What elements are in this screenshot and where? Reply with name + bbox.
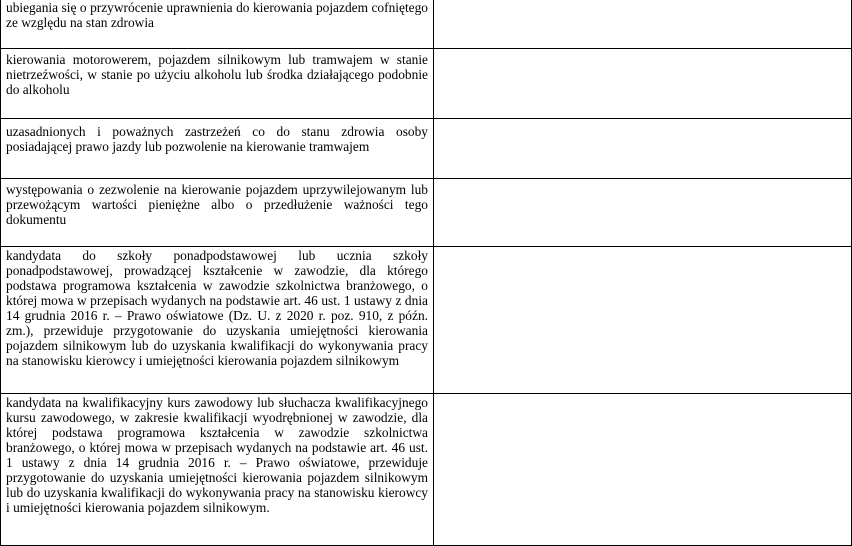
answer-cell[interactable] xyxy=(434,49,852,119)
table-row xyxy=(1,247,852,394)
answer-cell[interactable] xyxy=(434,247,852,394)
answer-cell[interactable] xyxy=(434,394,852,546)
reason-cell xyxy=(1,49,434,119)
reason-text: kandydata na kwalifikacyjny kurs zawodowy lub słuchacza kwalifikacyjnego kursu zawodowego, w zakresie kwalifikacji wyodrębnionej w zawodzie, dla której podstawa programowa kształcenia w zawodzie szkolnictwa branżowego, o której mowa w przepisach wydanych na podstawie art. 46 ust. 1 ustawy z dnia 14 grudnia 2016 r. – Prawo oświatowe, przewiduje przygotowanie do uzyskania umiejętności kierowania pojazdem silnikowym lub do uzyskania kwalifikacji do wykonywania pracy na stanowisku kierowcy i umiejętności kierowania pojazdem silnikowym. xyxy=(6,395,428,515)
reason-cell xyxy=(1,119,434,179)
table-row xyxy=(1,49,852,119)
table-row xyxy=(1,119,852,179)
table-row xyxy=(1,179,852,247)
reason-cell xyxy=(1,394,434,546)
reason-cell xyxy=(1,0,434,49)
answer-cell[interactable] xyxy=(434,119,852,179)
reason-text: występowania o zezwolenie na kierowanie pojazdem uprzywilejowanym lub przewożącym wartości pieniężne albo o przedłużenie ważności tego dokumentu xyxy=(6,182,428,227)
reason-text: ubiegania się o przywrócenie uprawnienia do kierowania pojazdem cofniętego ze względu na stan zdrowia xyxy=(6,0,428,30)
reason-cell xyxy=(1,179,434,247)
reason-text: kierowania motorowerem, pojazdem silnikowym lub tramwajem w stanie nietrzeźwości, w stanie po użyciu alkoholu lub środka działającego podobnie do alkoholu xyxy=(6,52,428,97)
table-row xyxy=(1,0,852,49)
reason-cell xyxy=(1,247,434,394)
reason-text: kandydata do szkoły ponadpodstawowej lub ucznia szkoły ponadpodstawowej, prowadzącej kształcenie w zawodzie, dla którego podstawa programowa kształcenia w zawodzie szkolnictwa branżowego, o której mowa w przepisach wydanych na podstawie art. 46 ust. 1 ustawy z dnia 14 grudnia 2016 r. – Prawo oświatowe (Dz. U. z 2020 r. poz. 910, z późn. zm.), przewiduje przygotowanie do uzyskania umiejętności kierowania pojazdem silnikowym lub do uzyskania kwalifikacji do wykonywania pracy na stanowisku kierowcy i umiejętności kierowania pojazdem silnikowym xyxy=(6,248,428,368)
table-row xyxy=(1,394,852,546)
answer-cell[interactable] xyxy=(434,0,852,49)
reason-text: uzasadnionych i poważnych zastrzeżeń co do stanu zdrowia osoby posiadającej prawo jazdy lub pozwolenie na kierowanie tramwajem xyxy=(6,124,428,154)
answer-cell[interactable] xyxy=(434,179,852,247)
